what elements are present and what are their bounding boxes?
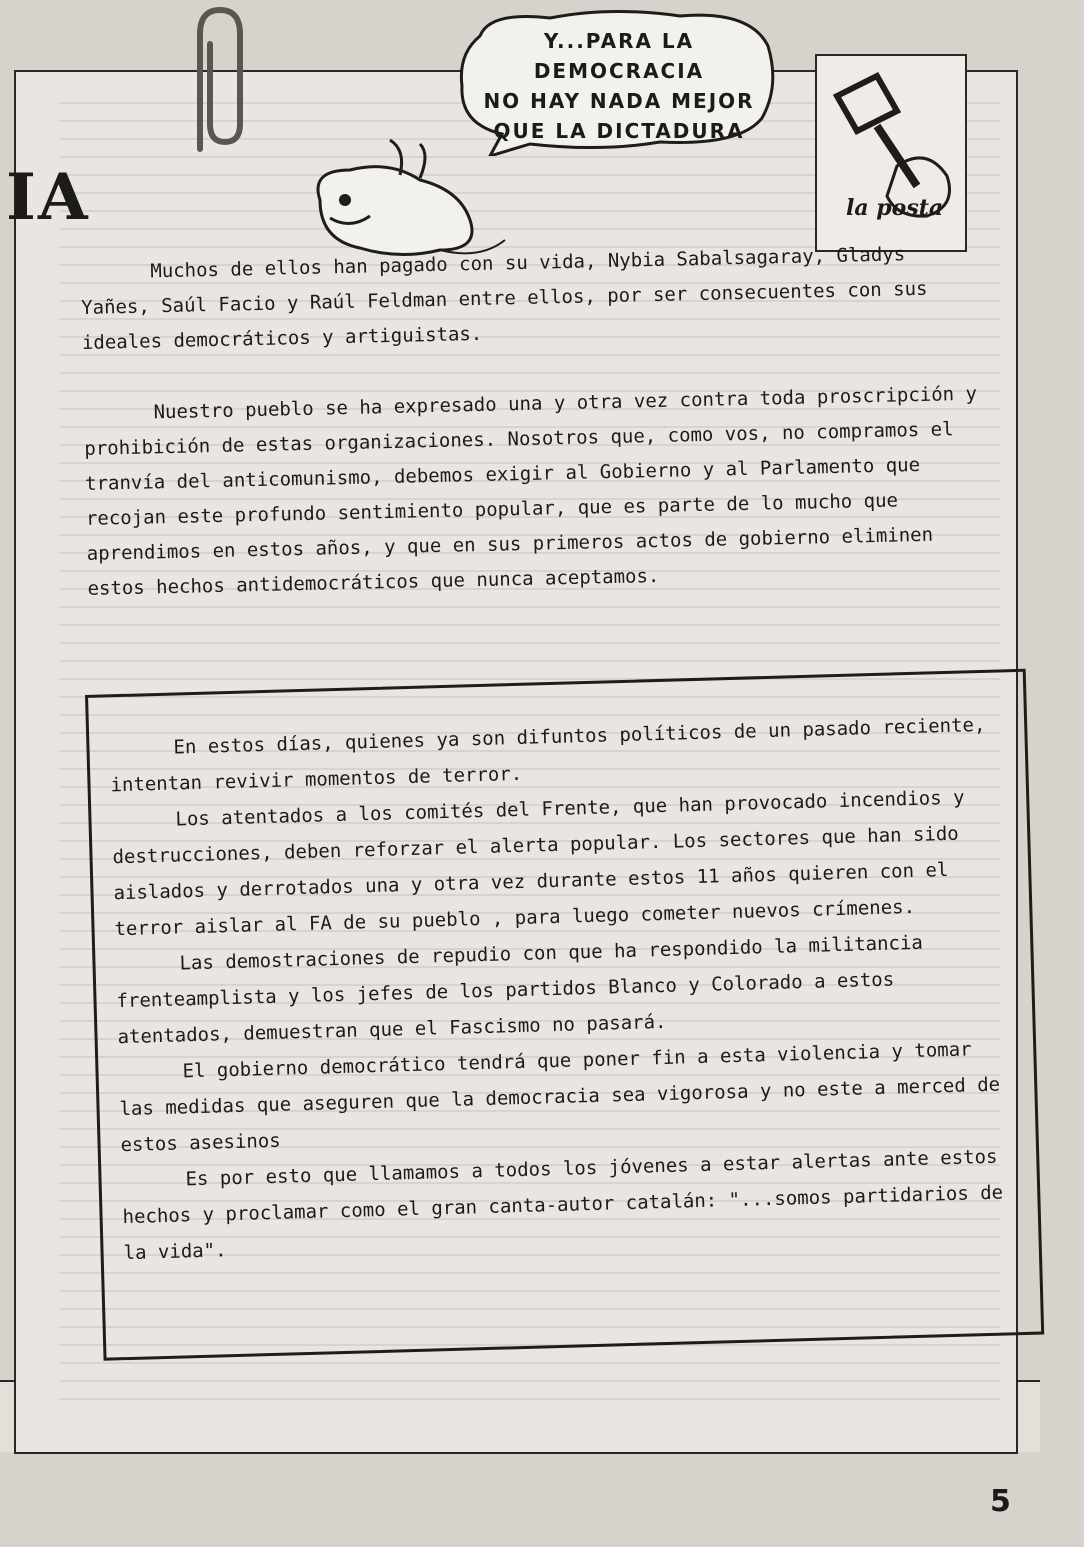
boxed-statement: [85, 669, 1044, 1361]
paragraph: En estos días, quienes ya son difuntos políticos de un pasado reciente, intentan revivir momentos de terror.: [110, 713, 986, 797]
paragraph: El gobierno democrático tendrá que poner fin a esta violencia y tomar las medidas que aseguren que la democracia sea vigorosa y no este a merced de estos asesinos: [119, 1038, 1001, 1157]
bubble-line: Y...PARA LA: [543, 29, 695, 53]
paragraph: Es por esto que llamamos a todos los jóvenes a estar alertas ante estos hechos y proclamar como el gran canta-autor catalán: "...somos partidarios de la vida".: [122, 1145, 1004, 1265]
paragraph: Muchos de ellos han pagado con su vida, Nybia Sabalsagaray, Gladys Yañes, Saúl Facio y Raúl Feldman entre ellos, por ser consecuentes con sus ideales democráticos y artiguistas.: [80, 243, 928, 354]
la-posta-logo: [815, 54, 967, 252]
paperclip-icon: [180, 4, 250, 154]
page-number: 5: [990, 1484, 1011, 1519]
headline-fragment: IA: [6, 160, 90, 235]
paragraph: Los atentados a los comités del Frente, que han provocado incendios y destrucciones, deben reforzar el alerta popular. Los sectores que han sido aislados y derrotados una y otra vez durante estos 11 años quieren con el terror aislar al FA de su pueblo , para luego cometer nuevos crímenes.: [112, 786, 965, 941]
paragraph: Nuestro pueblo se ha expresado una y otra vez contra toda proscripción y prohibición de estas organizaciones. Nosotros que, como vos, no compramos el tranvía del anticomunismo, debemos exigir al Gobierno y al Parlamento que recojan este profundo sentimiento popular, que es parte de lo mucho que aprendimos en estos años, y que en sus primeros actos de gobierno eliminen estos hechos antidemocráticos que nunca aceptamos.: [84, 382, 978, 600]
speech-bubble-text: [474, 26, 764, 146]
bubble-line: NO HAY NADA MEJOR: [483, 89, 755, 113]
bubble-line: QUE LA DICTADURA: [493, 119, 745, 143]
logo-caption: la posta: [846, 195, 944, 221]
paragraph: Las demostraciones de repudio con que ha respondido la militancia frenteamplista y los jefes de los partidos Blanco y Colorado a estos atentados, demuestran que el Fascismo no pasará.: [116, 931, 924, 1049]
intro-text: [80, 236, 989, 643]
bubble-line: DEMOCRACIA: [533, 59, 705, 83]
